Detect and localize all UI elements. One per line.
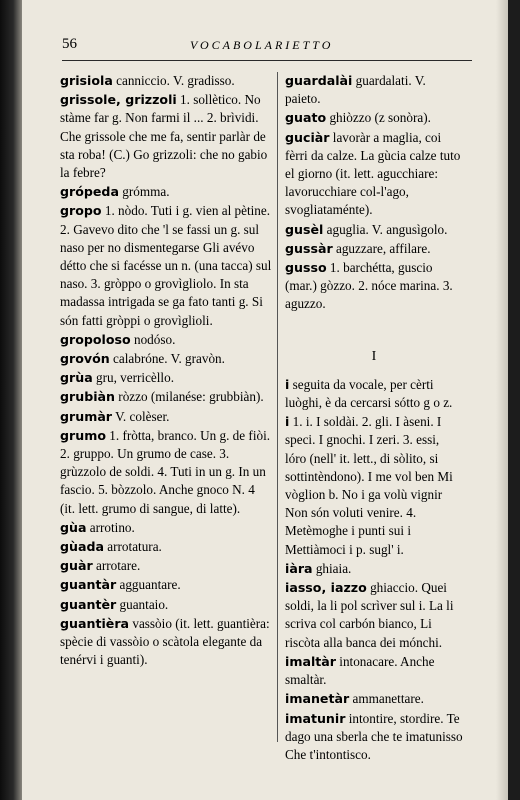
headword: imatunir: [285, 710, 346, 726]
dictionary-entry: [60, 388, 272, 406]
definition: gru, verricèllo.: [92, 370, 174, 386]
headword: guciàr: [285, 129, 330, 145]
definition: guardalati. V. paieto.: [285, 73, 426, 107]
definition: agguantare.: [116, 577, 181, 593]
dictionary-entry: [285, 376, 463, 412]
definition: grómma.: [118, 184, 170, 200]
definition: seguita da vocale, per cèrti luòghi, è da cercarsi sótto g o z.: [285, 376, 453, 411]
definition: arrotatura.: [104, 539, 162, 555]
headword: guàr: [60, 558, 93, 574]
headword: guardalài: [285, 73, 353, 88]
headword: gusèl: [285, 221, 324, 237]
dictionary-entry: [60, 615, 272, 670]
definition: guantaio.: [116, 596, 169, 612]
headword: i: [285, 414, 290, 430]
definition: 1. nòdo. Tuti i g. vien al pètine. 2. Gavevo dito che 'l se fassi un g. sul naso per no dismentegarse Gli avévo détto che si facésse un n. (una tacca) sul naso. 3. gròppo o grovìgliolo. In sta madassa intrigada se ga fato tanti g. Si són fatti gròppi o grovìglioli.: [60, 203, 272, 328]
dictionary-entry: [285, 579, 463, 652]
headword: grumàr: [60, 408, 113, 424]
dictionary-entry: [60, 369, 272, 387]
right-column: [285, 72, 463, 765]
headword: grubiàn: [60, 389, 115, 405]
headword: gropoloso: [60, 331, 131, 347]
definition: aguglia. V. angusìgolo.: [323, 221, 448, 237]
headword: grisiola: [60, 73, 113, 88]
definition: canniccio. V. gradisso.: [112, 73, 235, 88]
dictionary-entry: [60, 576, 272, 594]
header-rule: [62, 60, 472, 61]
definition: arrotare.: [92, 558, 141, 574]
dictionary-entry: [60, 72, 272, 90]
dictionary-entry: [285, 653, 463, 689]
headword: gropo: [60, 203, 102, 219]
headword: iàra: [285, 560, 313, 576]
column-divider: [277, 72, 278, 742]
definition: lavoràr a maglia, coi fèrri da calze. La gùcia calze tuto el giorno (it. lett. agucchiare: lavorucchiare col-l'ago, svogliataménte).: [285, 129, 461, 218]
section-letter: I: [371, 348, 377, 364]
dictionary-entry: [60, 408, 272, 426]
definition: calabróne. V. gravòn.: [109, 351, 225, 367]
headword: grùa: [60, 370, 93, 386]
page-edge: [496, 0, 508, 800]
definition: ghiaccio. Quei soldi, la li pol scrìver sul i. La li scriva col carbón bianco, Li riscòta alla banca dei mónchi.: [285, 580, 454, 650]
dictionary-entry: [60, 538, 272, 556]
dictionary-entry: [285, 710, 463, 765]
headword: gùa: [60, 519, 87, 535]
definition: aguzzare, affilare.: [332, 240, 431, 256]
headword: gùada: [60, 539, 104, 555]
dictionary-entry: [60, 202, 272, 329]
dictionary-entry: [285, 221, 463, 239]
dictionary-entry: [285, 690, 463, 708]
dictionary-entry: [60, 183, 272, 201]
dictionary-entry: [60, 91, 272, 182]
dictionary-entry: [285, 240, 463, 258]
dictionary-entry: [285, 259, 463, 314]
dictionary-entry: [285, 413, 463, 559]
dictionary-entry: [285, 109, 463, 127]
page-number: 56: [62, 36, 77, 52]
definition: 1. i. I soldài. 2. gli. I àseni. I speci. I gnochi. I zeri. 3. essi, lóro (nell' it. lett., di sòlito, si sottintèndono). I me vol ben Mi vòglion b. No i ga volù vignir Non són voluti venire. 4. Metèmoghe i punti sui i Mettiàmoci i p. sugl' i.: [285, 414, 453, 557]
left-column: [60, 72, 272, 671]
headword: guantièra: [60, 615, 130, 631]
definition: ghiòzzo (z sonòra).: [326, 110, 431, 126]
dictionary-entry: [60, 331, 272, 349]
headword: grissole, grizzoli: [60, 92, 177, 108]
headword: grovón: [60, 351, 110, 367]
headword: guantèr: [60, 596, 117, 612]
definition: intonacare. Anche smaltàr.: [285, 653, 435, 688]
definition: V. colèser.: [112, 408, 170, 424]
dictionary-entry: [60, 596, 272, 614]
definition: 1. barchétta, guscio (mar.) gòzzo. 2. nóce marina. 3. aguzzo.: [285, 260, 453, 312]
dictionary-entry: [285, 560, 463, 578]
headword: guato: [285, 110, 327, 126]
definition: ghiaia.: [312, 560, 352, 576]
definition: 1. fròtta, branco. Un g. de fiòi. 2. gruppo. Un grumo de case. 3. grùzzolo de soldi. 4. Tuti in un g. In un fascio. 5. bòzzolo. Anche gnoco N. 4 (it. lett. grumo di sangue, di latte).: [60, 427, 271, 516]
page-header: [62, 34, 472, 58]
dictionary-entry: [60, 350, 272, 368]
definition: vassòio (it. lett. guantièra: spècie di vassòio o scàtola elegante da tenérvi i guanti).: [60, 615, 270, 668]
headword: grópeda: [60, 184, 119, 200]
dictionary-entry: [60, 519, 272, 537]
headword: grumo: [60, 427, 106, 443]
headword: i: [285, 376, 290, 392]
definition: arrotino.: [86, 519, 135, 535]
headword: gussàr: [285, 240, 333, 256]
dictionary-entry: [60, 427, 272, 518]
headword: guantàr: [60, 577, 117, 593]
running-head: VOCABOLARIETTO: [190, 38, 334, 52]
dictionary-entry: [60, 557, 272, 575]
definition: nodóso.: [130, 331, 176, 347]
headword: gusso: [285, 260, 327, 276]
definition: ammanettare.: [349, 691, 424, 707]
dictionary-entry: [285, 129, 463, 220]
headword: iasso, iazzo: [285, 580, 367, 596]
dictionary-entry: [285, 72, 463, 108]
definition: ròzzo (milanése: grubbiàn).: [115, 389, 264, 405]
definition: intontire, stordire. Te dago una sberla che te imatunisso Che t'intontisco.: [285, 710, 463, 762]
definition: 1. sollètico. No stàme far g. Non farmi il ... 2. brìvidi. Che grissole che me fa, sentir parlàr de sta roba! (C.) Go grizzoli: che no gabio la febre?: [60, 92, 268, 181]
headword: imaltàr: [285, 653, 336, 669]
headword: imanetàr: [285, 691, 350, 707]
book-spine-shadow: [0, 0, 22, 800]
